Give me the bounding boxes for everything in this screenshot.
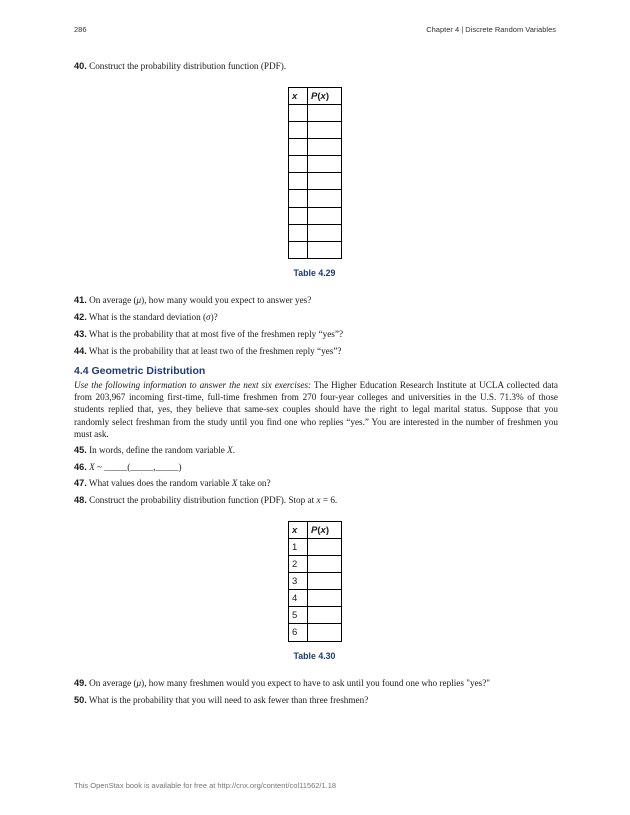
- question-44: [74, 345, 342, 357]
- table-cell-x: [289, 207, 308, 224]
- table-cell-x: 5: [289, 607, 308, 624]
- question-48: [74, 494, 337, 506]
- question-49: [74, 677, 490, 689]
- table-cell-x: [289, 224, 308, 241]
- pdf-table-4-30: [288, 521, 342, 642]
- table-row: [289, 241, 342, 258]
- question-47: [74, 477, 271, 489]
- chapter-header: Chapter 4 | Discrete Random Variables: [426, 25, 556, 34]
- column-header-px: P(x): [308, 88, 342, 105]
- table-cell-px: [308, 624, 342, 641]
- question-45: [74, 444, 235, 456]
- question-number: 49.: [74, 678, 87, 688]
- question-40: [74, 60, 286, 72]
- table-cell-x: [289, 105, 308, 122]
- question-number: 47.: [74, 478, 87, 488]
- question-42: [74, 311, 218, 323]
- question-number: 50.: [74, 695, 87, 705]
- table-cell-x: [289, 139, 308, 156]
- column-header-x: x: [289, 88, 308, 105]
- column-header-px: P(x): [308, 522, 342, 539]
- table-row: [289, 122, 342, 139]
- table-cell-x: [289, 173, 308, 190]
- table-cell-px: [308, 190, 342, 207]
- table-row: [289, 156, 342, 173]
- table-row: [289, 607, 342, 624]
- question-43: [74, 328, 343, 340]
- column-header-x: x: [289, 522, 308, 539]
- table-cell-px: [308, 173, 342, 190]
- question-number: 43.: [74, 329, 87, 339]
- table-cell-px: [308, 590, 342, 607]
- table-row: [289, 556, 342, 573]
- table-cell-px: [308, 105, 342, 122]
- table-row: [289, 207, 342, 224]
- question-number: 46.: [74, 462, 87, 472]
- table-row: [289, 573, 342, 590]
- table-row: [289, 224, 342, 241]
- table-row: [289, 173, 342, 190]
- table-cell-px: [308, 156, 342, 173]
- table-row: [289, 624, 342, 641]
- table-row: [289, 139, 342, 156]
- table-row: [289, 590, 342, 607]
- question-text: What is the probability that you will need to ask fewer than three freshmen?: [88, 695, 369, 705]
- table-row: [289, 539, 342, 556]
- question-text: X ~ _____(_____,_____): [89, 462, 182, 472]
- pdf-table-4-29: [288, 87, 342, 259]
- table-cell-px: [308, 539, 342, 556]
- question-number: 45.: [74, 445, 87, 455]
- question-text: What is the probability that at least two of the freshmen reply “yes”?: [88, 346, 342, 356]
- intro-lead: Use the following information to answer the next six exercises:: [74, 380, 312, 390]
- question-text: On average (μ), how many freshmen would you expect to have to ask until you found one who replies "yes?": [89, 678, 491, 688]
- question-number: 40.: [74, 61, 87, 71]
- table-cell-px: [308, 556, 342, 573]
- page-number: 286: [74, 25, 87, 34]
- table-cell-x: 4: [289, 590, 308, 607]
- table-cell-x: [289, 241, 308, 258]
- question-number: 48.: [74, 495, 87, 505]
- intro-body: The Higher Education Research Institute at UCLA collected data from 203,967 incoming first-time, full-time freshmen from 270 four-year colleges and universities in the U.S. 71.3% of those students replied that, yes, they believe that same-sex couples should have the right to legal marital status. Suppose that you randomly select freshman from the study until you find one who replies “yes.” You are interested in the number of freshmen you must ask.: [74, 380, 558, 439]
- table-cell-px: [308, 139, 342, 156]
- table-cell-px: [308, 573, 342, 590]
- question-46: [74, 461, 182, 473]
- question-text: In words, define the random variable X.: [89, 445, 236, 455]
- question-number: 42.: [74, 312, 87, 322]
- table-cell-px: [308, 224, 342, 241]
- question-number: 41.: [74, 295, 87, 305]
- question-50: [74, 694, 368, 706]
- table-cell-x: 6: [289, 624, 308, 641]
- table-row: [289, 190, 342, 207]
- table-cell-x: [289, 122, 308, 139]
- question-41: [74, 294, 311, 306]
- question-text: What is the standard deviation (σ)?: [88, 312, 218, 322]
- table-cell-x: [289, 190, 308, 207]
- table-cell-x: 3: [289, 573, 308, 590]
- question-text: Construct the probability distribution function (PDF). Stop at x = 6.: [89, 495, 338, 505]
- question-text: Construct the probability distribution function (PDF).: [89, 61, 287, 71]
- table-cell-x: 1: [289, 539, 308, 556]
- page-footer: This OpenStax book is available for free at http://cnx.org/content/col11562/1.18: [74, 781, 337, 790]
- section-intro: [74, 379, 558, 440]
- table-cell-px: [308, 241, 342, 258]
- table-cell-x: 2: [289, 556, 308, 573]
- question-text: What values does the random variable X take on?: [88, 478, 271, 488]
- question-number: 44.: [74, 346, 87, 356]
- table-caption: Table 4.30: [293, 651, 336, 661]
- question-text: On average (μ), how many would you expect to answer yes?: [89, 295, 312, 305]
- question-text: What is the probability that at most five of the freshmen reply “yes”?: [88, 329, 344, 339]
- table-caption: Table 4.29: [293, 268, 336, 278]
- table-row: [289, 105, 342, 122]
- section-title: 4.4 Geometric Distribution: [74, 365, 206, 377]
- table-cell-px: [308, 607, 342, 624]
- table-cell-px: [308, 207, 342, 224]
- table-cell-px: [308, 122, 342, 139]
- table-cell-x: [289, 156, 308, 173]
